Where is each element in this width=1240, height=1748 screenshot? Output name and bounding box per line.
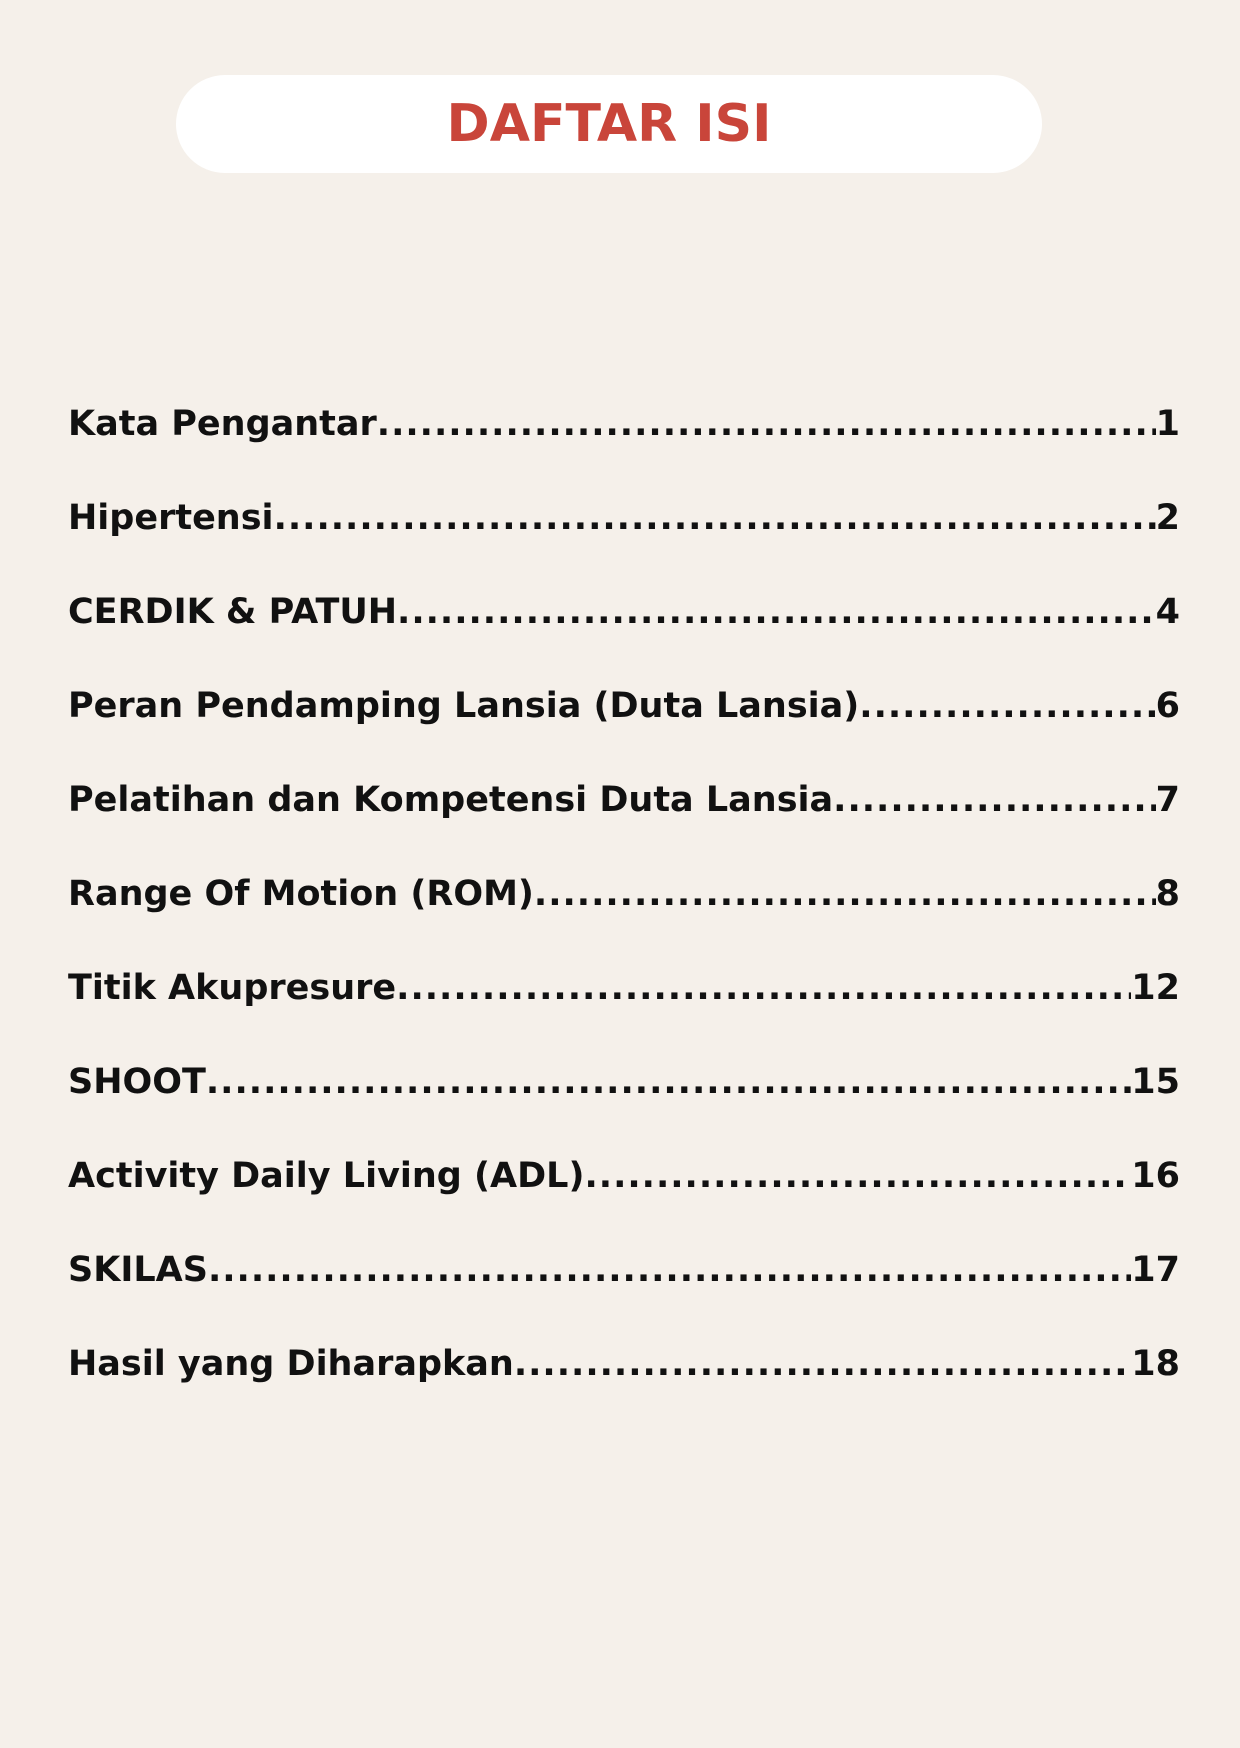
toc-entry-label: Peran Pendamping Lansia (Duta Lansia) — [68, 686, 860, 726]
title-banner — [176, 75, 1042, 173]
toc-entry-page: 12 — [1131, 968, 1180, 1008]
toc-dot-leader — [377, 404, 1156, 444]
toc-dot-leader — [206, 1062, 1131, 1102]
page-title: DAFTAR ISI — [446, 94, 772, 154]
toc-entry-page: 4 — [1155, 592, 1180, 632]
toc-entry[interactable] — [68, 686, 1180, 780]
toc-entry-page: 16 — [1131, 1156, 1180, 1196]
toc-dot-leader — [397, 592, 1156, 632]
toc-entry[interactable] — [68, 1250, 1180, 1344]
toc-dot-leader — [514, 1344, 1131, 1384]
toc-entry-label: Titik Akupresure — [68, 968, 397, 1008]
toc-entry[interactable] — [68, 1156, 1180, 1250]
toc-entry-label: Pelatihan dan Kompetensi Duta Lansia — [68, 780, 834, 820]
toc-entry[interactable] — [68, 780, 1180, 874]
toc-entry-label: Hipertensi — [68, 498, 274, 538]
toc-entry-label: Kata Pengantar — [68, 404, 377, 444]
toc-entry-page: 7 — [1155, 780, 1180, 820]
toc-entry[interactable] — [68, 874, 1180, 968]
toc-entry-page: 1 — [1155, 404, 1180, 444]
toc-entry-page: 18 — [1131, 1344, 1180, 1384]
toc-entry-label: CERDIK & PATUH — [68, 592, 398, 632]
toc-entry-label: Hasil yang Diharapkan — [68, 1344, 514, 1384]
toc-entry-page: 6 — [1155, 686, 1180, 726]
toc-entry[interactable] — [68, 1062, 1180, 1156]
toc-entry[interactable] — [68, 498, 1180, 592]
toc-dot-leader — [584, 1156, 1131, 1196]
toc-entry[interactable] — [68, 592, 1180, 686]
toc-dot-leader — [859, 686, 1155, 726]
toc-entry-label: Range Of Motion (ROM) — [68, 874, 534, 914]
toc-entry-page: 17 — [1131, 1250, 1180, 1290]
toc-entry-page: 15 — [1131, 1062, 1180, 1102]
toc-dot-leader — [534, 874, 1156, 914]
toc-dot-leader — [208, 1250, 1131, 1290]
toc-dot-leader — [833, 780, 1155, 820]
toc-entry-label: SHOOT — [68, 1062, 206, 1102]
toc-entry-label: Activity Daily Living (ADL) — [68, 1156, 585, 1196]
toc-entry-label: SKILAS — [68, 1250, 208, 1290]
toc-entry[interactable] — [68, 404, 1180, 498]
toc-entry[interactable] — [68, 1344, 1180, 1438]
toc-entry-page: 8 — [1155, 874, 1180, 914]
toc-dot-leader — [396, 968, 1131, 1008]
table-of-contents — [68, 404, 1180, 1438]
toc-dot-leader — [274, 498, 1156, 538]
toc-entry[interactable] — [68, 968, 1180, 1062]
toc-entry-page: 2 — [1155, 498, 1180, 538]
